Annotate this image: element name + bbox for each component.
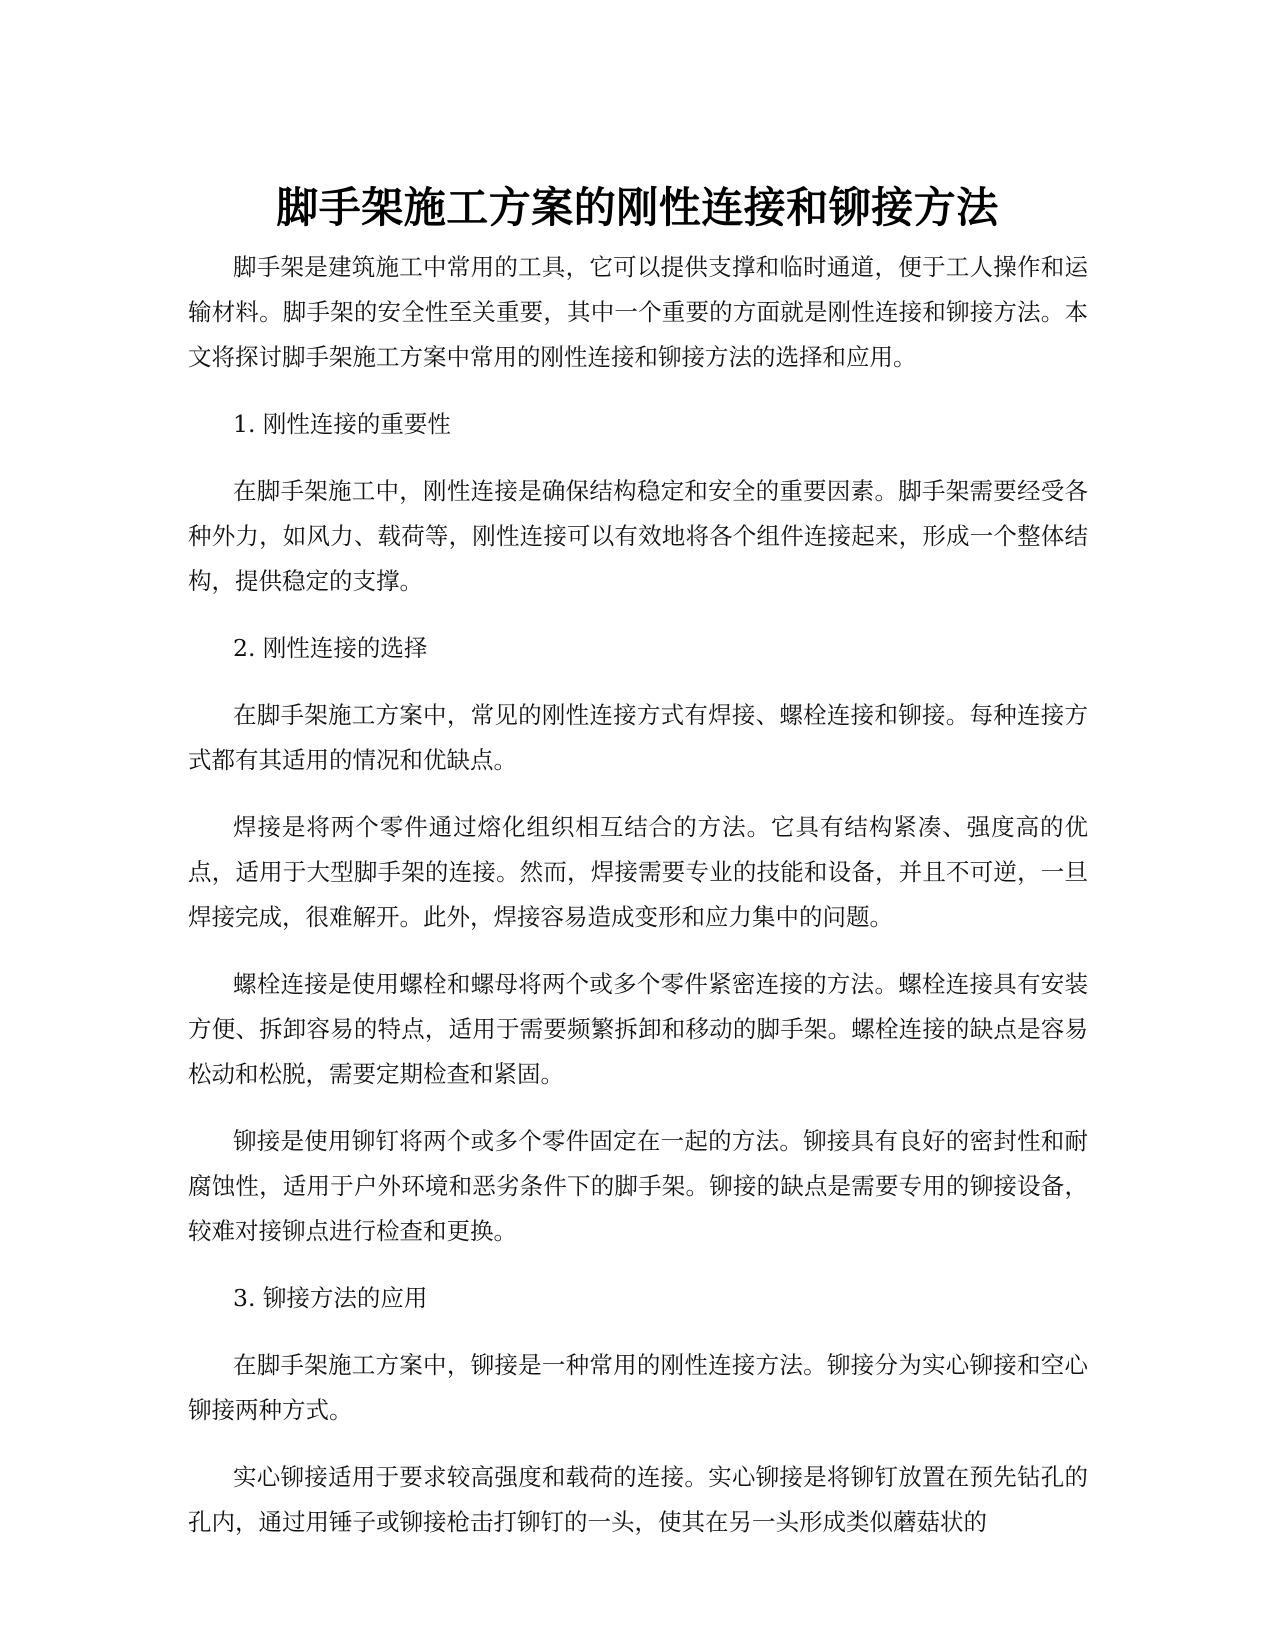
paragraph-riveting: 铆接是使用铆钉将两个或多个零件固定在一起的方法。铆接具有良好的密封性和耐腐蚀性，适用于户外环境和恶劣条件下的脚手架。铆接的缺点是需要专用的铆接设备，较难对接铆点进行检查和更换。 [188,1127,1088,1245]
paragraph-welding: 焊接是将两个零件通过熔化组织相互结合的方法。它具有结构紧凑、强度高的优点，适用于大型脚手架的连接。然而，焊接需要专业的技能和设备，并且不可逆，一旦焊接完成，很难解开。此外，焊接容易造成变形和应力集中的问题。 [188,813,1088,931]
paragraph-bolting: 螺栓连接是使用螺栓和螺母将两个或多个零件紧密连接的方法。螺栓连接具有安装方便、拆卸容易的特点，适用于需要频繁拆卸和移动的脚手架。螺栓连接的缺点是容易松动和松脱，需要定期检查和紧固。 [188,970,1088,1088]
section-heading-3: 3. 铆接方法的应用 [233,1284,428,1312]
paragraph-intro: 脚手架是建筑施工中常用的工具，它可以提供支撑和临时通道，便于工人操作和运输材料。脚手架的安全性至关重要，其中一个重要的方面就是刚性连接和铆接方法。本文将探讨脚手架施工方案中常用的刚性连接和铆接方法的选择和应用。 [188,253,1088,371]
section-heading-1: 1. 刚性连接的重要性 [233,410,451,438]
document-body [188,245,1088,1567]
paragraph-connection-types: 在脚手架施工方案中，常见的刚性连接方式有焊接、螺栓连接和铆接。每种连接方式都有其适用的情况和优缺点。 [188,701,1088,774]
paragraph-rigid-importance: 在脚手架施工中，刚性连接是确保结构稳定和安全的重要因素。脚手架需要经受各种外力，如风力、载荷等，刚性连接可以有效地将各个组件连接起来，形成一个整体结构，提供稳定的支撑。 [188,477,1088,595]
paragraph-solid-riveting: 实心铆接适用于要求较高强度和载荷的连接。实心铆接是将铆钉放置在预先钻孔的孔内，通过用锤子或铆接枪击打铆钉的一头，使其在另一头形成类似蘑菇状的 [188,1463,1088,1536]
section-heading-2: 2. 刚性连接的选择 [233,634,428,662]
paragraph-riveting-application: 在脚手架施工方案中，铆接是一种常用的刚性连接方法。铆接分为实心铆接和空心铆接两种方式。 [188,1351,1088,1424]
document-title: 脚手架施工方案的刚性连接和铆接方法 [276,183,999,233]
